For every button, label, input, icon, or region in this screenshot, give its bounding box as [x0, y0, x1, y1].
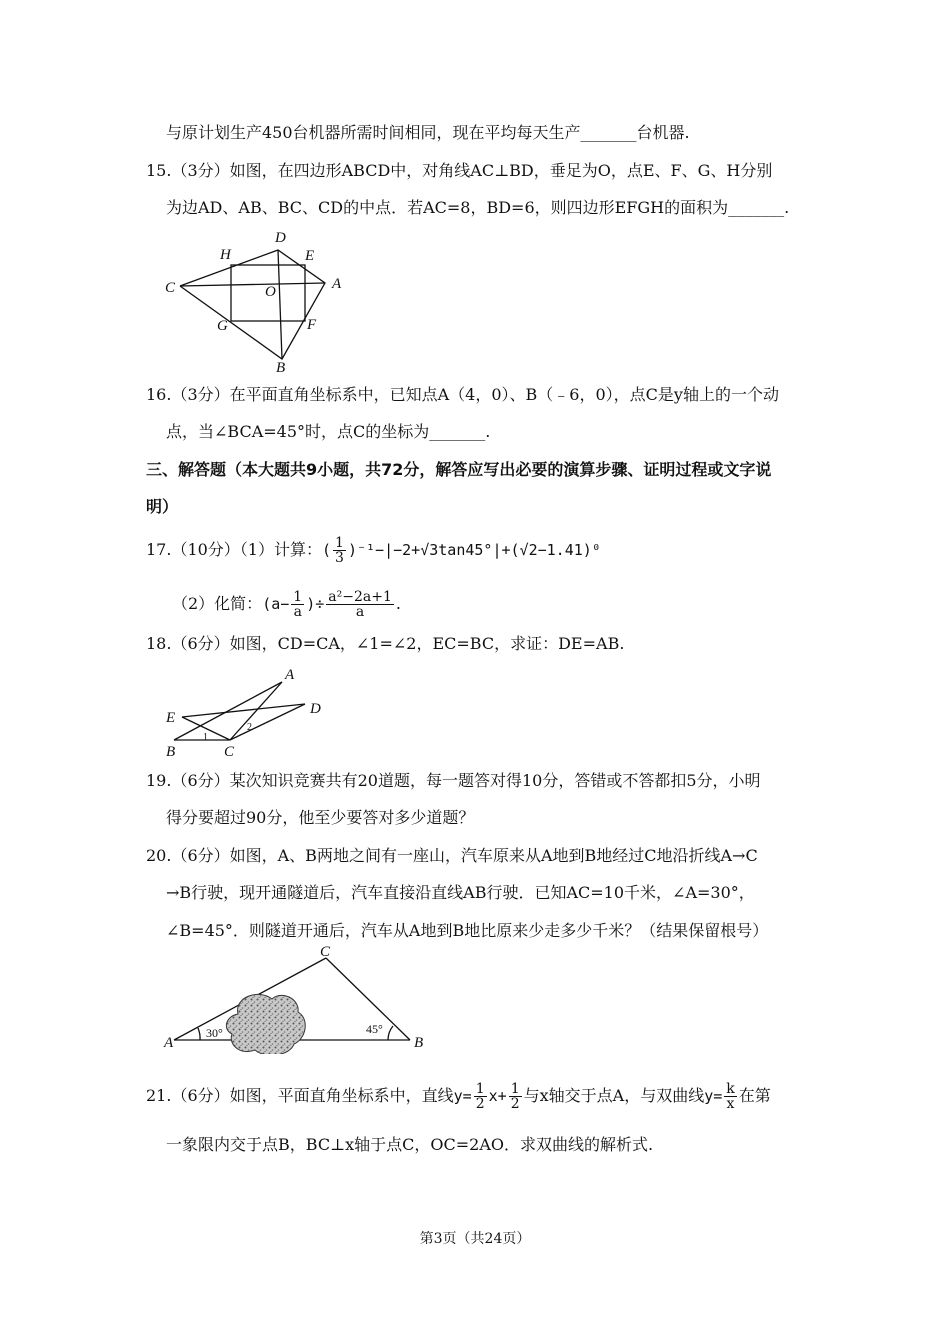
label-A: A: [332, 276, 342, 292]
angle-2-label: 2: [247, 722, 252, 733]
q15-line-2: 为边AD、AB、BC、CD的中点．若AC=8，BD=6，则四边形EFGH的面积为_______.: [166, 198, 790, 217]
section-3-heading: 三、解答题（本大题共9小题，共72分，解答应写出必要的演算步骤、证明过程或文字说: [146, 460, 772, 479]
label-C: C: [224, 744, 235, 760]
q21-line-2: 一象限内交于点B，BC⊥x轴于点C，OC=2AO．求双曲线的解析式.: [166, 1135, 654, 1154]
label-D: D: [275, 230, 286, 246]
q19-line-2: 得分要超过90分，他至少要答对多少道题？: [166, 808, 475, 827]
q18-triangles-figure: [160, 664, 335, 762]
q17-part-1: 17.（10分）（1）计算：( $\frac{1}{3}$ )⁻¹−|−2+√3tan45°|+(√2−1.41)⁰: [146, 535, 601, 566]
label-O: O: [265, 284, 276, 300]
q17-fraction: $\frac{1}{3}$: [335, 535, 344, 566]
angle-A-label: 30°: [206, 1026, 223, 1040]
angle-1-label: 1: [203, 732, 208, 743]
q17-p2-prefix: （2）化简：: [172, 594, 263, 613]
label-H: H: [220, 247, 231, 263]
label-G: G: [217, 318, 228, 334]
label-D: D: [310, 701, 321, 717]
label-A: A: [285, 667, 295, 683]
label-B: B: [414, 1035, 424, 1051]
q20-mountain-figure: [160, 944, 440, 1054]
q17-p1-expression: )⁻¹−|−2+√3tan45°|+(√2−1.41)⁰: [347, 541, 601, 559]
q16-line-1: 16.（3分）在平面直角坐标系中，已知点A（4，0）、B（﹣6，0），点C是y轴上的一个动: [146, 385, 779, 404]
label-B: B: [276, 360, 286, 376]
q20-line-1: 20.（6分）如图，A、B两地之间有一座山，汽车原来从A地到B地经过C地沿折线A→C: [146, 846, 758, 865]
q17-p1-prefix: 17.（10分）（1）计算：: [146, 540, 322, 559]
q20-line-2: →B行驶，现开通隧道后，汽车直接沿直线AB行驶．已知AC=10千米，∠A=30°，: [166, 883, 755, 902]
q17-p2-fraction-1: $\frac{1}{a}$: [293, 589, 303, 620]
label-E: E: [166, 710, 176, 726]
q21-line-1: 21.（6分）如图，平面直角坐标系中，直线y= $\frac{1}{2}$ x+ $\frac{1}{2}$ 与x轴交于点A，与双曲线y= $\frac{k}{x}$ 在第: [146, 1081, 771, 1112]
mountain-shape: [226, 994, 305, 1054]
page-footer: 第3页（共24页）: [419, 1231, 531, 1247]
label-C: C: [165, 280, 176, 296]
label-E: E: [305, 248, 315, 264]
q19-line-1: 19.（6分）某次知识竞赛共有20道题，每一题答对得10分，答错或不答都扣5分，小明: [146, 771, 761, 790]
q18-line-1: 18.（6分）如图，CD=CA，∠1=∠2，EC=BC，求证：DE=AB.: [146, 634, 625, 653]
q17-part-2: （2）化简：(a− $\frac{1}{a}$ )÷ $\frac{\text{a²−2a+1}}{a}$ .: [172, 589, 401, 620]
q20-line-3: ∠B=45°．则隧道开通后，汽车从A地到B地比原来少走多少千米？（结果保留根号）: [166, 921, 769, 940]
label-C: C: [320, 944, 331, 960]
q14-continuation: 与原计划生产450台机器所需时间相同，现在平均每天生产_______台机器.: [166, 123, 690, 142]
section-3-heading-cont: 明）: [146, 497, 179, 516]
label-B: B: [166, 744, 176, 760]
q17-p2-fraction-2: $\frac{\text{a²−2a+1}}{a}$: [328, 589, 392, 620]
angle-B-label: 45°: [366, 1022, 383, 1036]
q15-line-1: 15.（3分）如图，在四边形ABCD中，对角线AC⊥BD，垂足为O，点E、F、G、H分别: [146, 161, 773, 180]
q15-quadrilateral-figure: [160, 226, 360, 376]
label-A: A: [164, 1035, 174, 1051]
q16-line-2: 点，当∠BCA=45°时，点C的坐标为_______.: [166, 422, 491, 441]
label-F: F: [307, 317, 317, 333]
